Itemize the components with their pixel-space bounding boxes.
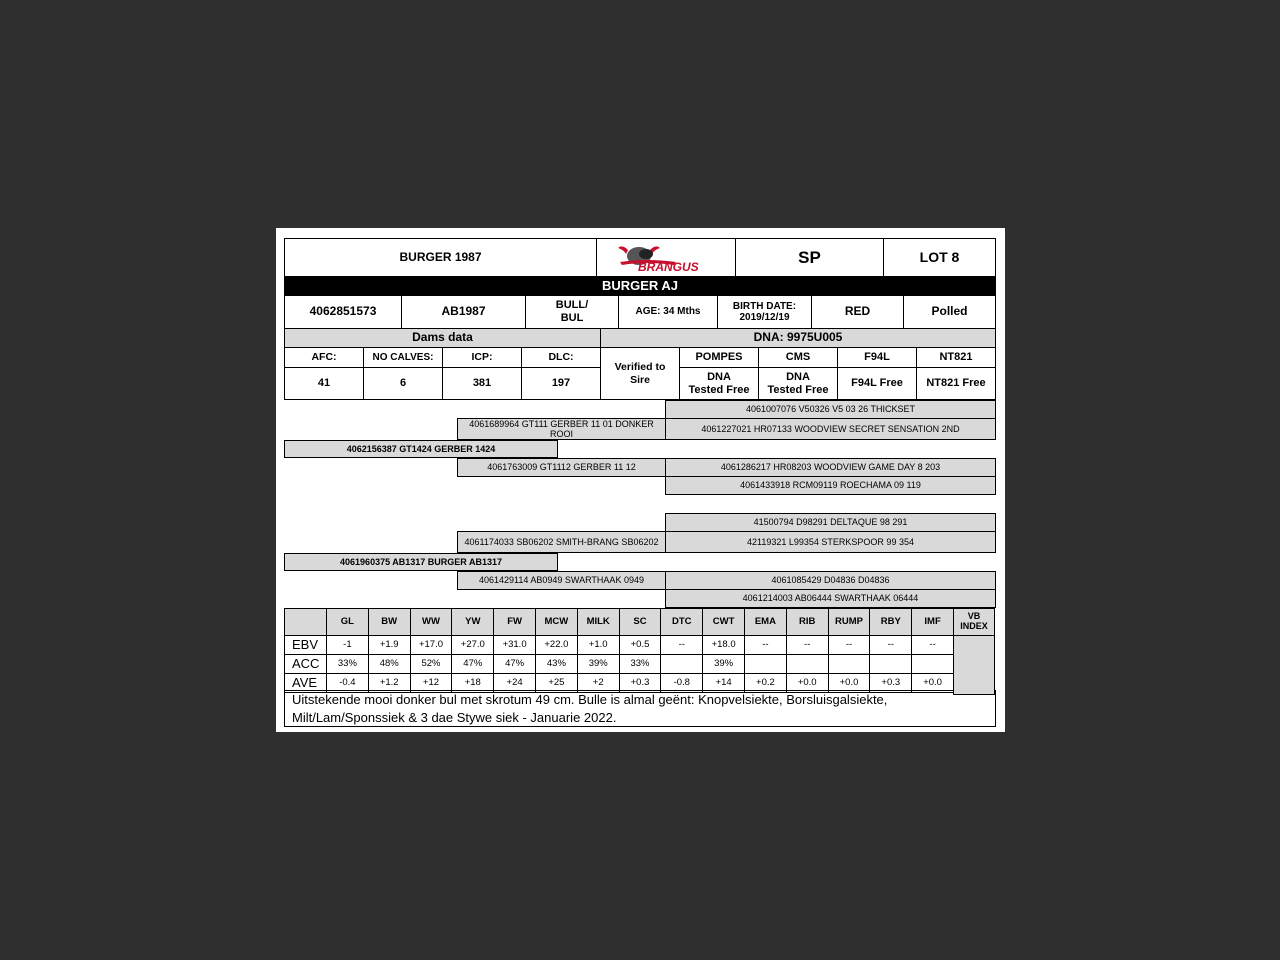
acc-value-ww: 52% <box>410 654 453 674</box>
ebv-header-ema: EMA <box>744 608 787 636</box>
ebv-header-milk: MILK <box>577 608 620 636</box>
bull-head-icon <box>616 242 716 274</box>
ebv-header-sc: SC <box>619 608 662 636</box>
pedigree-sire-dam-dam: 4061433918 RCM09119 ROECHAMA 09 119 <box>665 476 996 495</box>
row-label-acc: ACC <box>284 654 327 674</box>
ebv-value-milk: +1.0 <box>577 635 620 655</box>
ebv-header-rby: RBY <box>869 608 912 636</box>
afc-label: AFC: <box>284 347 364 368</box>
verified-line1: Verified to <box>614 361 666 374</box>
pedigree-sire-dam: 4061763009 GT1112 GERBER 11 12 <box>457 458 666 477</box>
acc-value-rby <box>869 654 912 674</box>
ebv-header-gl: GL <box>326 608 369 636</box>
ebv-value-ww: +17.0 <box>410 635 453 655</box>
acc-value-sc: 33% <box>619 654 662 674</box>
pedigree-sire-sire-dam: 4061227021 HR07133 WOODVIEW SECRET SENSATION 2ND <box>665 418 996 440</box>
registration-number: 4062851573 <box>284 295 402 329</box>
acc-value-fw: 47% <box>493 654 536 674</box>
vb-index-value <box>953 635 995 695</box>
acc-value-rump <box>828 654 871 674</box>
pedigree-dam-dam-sire: 4061085429 D04836 D04836 <box>665 571 996 590</box>
ebv-value-bw: +1.9 <box>368 635 411 655</box>
icp-value: 381 <box>442 367 522 400</box>
ebv-value-rump: -- <box>828 635 871 655</box>
ebv-header-rib: RIB <box>786 608 829 636</box>
pedigree-sire-sire-sire: 4061007076 V50326 V5 03 26 THICKSET <box>665 400 996 419</box>
ebv-header-rump: RUMP <box>828 608 871 636</box>
pedigree-dam-sire: 4061174033 SB06202 SMITH-BRANG SB06202 <box>457 531 666 553</box>
cms-label: CMS <box>758 347 838 368</box>
row-label-ebv: EBV <box>284 635 327 655</box>
ave-value-rib: +0.0 <box>786 673 829 693</box>
pedigree-dam: 4061960375 AB1317 BURGER AB1317 <box>284 553 558 571</box>
pedigree-dam-sire-dam: 42119321 L99354 STERKSPOOR 99 354 <box>665 531 996 553</box>
vb-index-line1: VB <box>967 611 981 622</box>
ave-value-gl: -0.4 <box>326 673 369 693</box>
ebv-value-dtc: -- <box>660 635 703 655</box>
sex-cell <box>525 295 619 329</box>
ebv-value-rib: -- <box>786 635 829 655</box>
verified-to-sire <box>600 347 680 400</box>
acc-value-gl: 33% <box>326 654 369 674</box>
vb-index-line2: INDEX <box>960 621 988 631</box>
birth-date-value: 2019/12/19 <box>739 312 790 323</box>
acc-value-mcw: 43% <box>535 654 578 674</box>
pedigree-dam-dam-dam: 4061214003 AB06444 SWARTHAAK 06444 <box>665 589 996 608</box>
age: AGE: 34 Mths <box>618 295 718 329</box>
acc-value-dtc <box>660 654 703 674</box>
dlc-label: DLC: <box>521 347 601 368</box>
ebv-value-sc: +0.5 <box>619 635 662 655</box>
ave-value-milk: +2 <box>577 673 620 693</box>
pedigree-dam-sire-sire: 41500794 D98291 DELTAQUE 98 291 <box>665 513 996 532</box>
pompes-label: POMPES <box>679 347 759 368</box>
acc-value-yw: 47% <box>451 654 494 674</box>
dams-data-heading: Dams data <box>284 328 601 348</box>
ebv-header-ww: WW <box>410 608 453 636</box>
breeder-name-bar: BURGER AJ <box>284 276 996 296</box>
brangus-logo <box>596 238 736 277</box>
ave-value-rby: +0.3 <box>869 673 912 693</box>
ebv-value-ema: -- <box>744 635 787 655</box>
acc-value-cwt: 39% <box>702 654 745 674</box>
acc-value-imf <box>911 654 954 674</box>
ave-value-rump: +0.0 <box>828 673 871 693</box>
dlc-value: 197 <box>521 367 601 400</box>
grade-label: SP <box>735 238 884 277</box>
ave-value-cwt: +14 <box>702 673 745 693</box>
herd-code: AB1987 <box>401 295 526 329</box>
ave-value-imf: +0.0 <box>911 673 954 693</box>
sex-line2: BUL <box>560 312 584 324</box>
ebv-corner-cell <box>284 608 327 636</box>
ave-value-mcw: +25 <box>535 673 578 693</box>
comment-text: Uitstekende mooi donker bul met skrotum 49 cm. Bulle is almal geënt: Knopvelsiekte, Borsluisgalsiekte, Milt/Lam/Sponssiek & 3 dae Stywe siek - Januarie 2022. <box>284 690 996 727</box>
pedigree-sire: 4062156387 GT1424 GERBER 1424 <box>284 440 558 458</box>
ebv-header-cwt: CWT <box>702 608 745 636</box>
ebv-header-bw: BW <box>368 608 411 636</box>
f94l-label: F94L <box>837 347 917 368</box>
verified-line2: Sire <box>630 373 650 386</box>
icp-label: ICP: <box>442 347 522 368</box>
ebv-value-rby: -- <box>869 635 912 655</box>
cms-result-line2: Tested Free <box>767 383 829 396</box>
ave-value-fw: +24 <box>493 673 536 693</box>
ave-value-sc: +0.3 <box>619 673 662 693</box>
sale-lot-card <box>276 228 1005 732</box>
acc-value-bw: 48% <box>368 654 411 674</box>
no-calves-label: NO CALVES: <box>363 347 443 368</box>
cms-result-line1: DNA <box>786 370 810 383</box>
birth-date-label: BIRTH DATE: <box>732 300 797 312</box>
pedigree-sire-dam-sire: 4061286217 HR08203 WOODVIEW GAME DAY 8 203 <box>665 458 996 477</box>
ebv-value-cwt: +18.0 <box>702 635 745 655</box>
pedigree-dam-dam: 4061429114 AB0949 SWARTHAAK 0949 <box>457 571 666 590</box>
ebv-value-fw: +31.0 <box>493 635 536 655</box>
dna-heading: DNA: 9975U005 <box>600 328 996 348</box>
ebv-value-gl: -1 <box>326 635 369 655</box>
ebv-header-mcw: MCW <box>535 608 578 636</box>
ebv-header-yw: YW <box>451 608 494 636</box>
ave-value-ema: +0.2 <box>744 673 787 693</box>
ebv-value-imf: -- <box>911 635 954 655</box>
ave-value-dtc: -0.8 <box>660 673 703 693</box>
ebv-header-fw: FW <box>493 608 536 636</box>
row-label-ave: AVE <box>284 673 327 693</box>
pompes-result <box>679 367 759 400</box>
ave-value-yw: +18 <box>451 673 494 693</box>
lot-number: LOT 8 <box>883 238 996 277</box>
logo-text: BRANGUS <box>638 259 699 274</box>
nt821-label: NT821 <box>916 347 996 368</box>
pedigree-sire-sire: 4061689964 GT111 GERBER 11 01 DONKER ROOI <box>457 418 666 440</box>
cms-result <box>758 367 838 400</box>
ebv-header-dtc: DTC <box>660 608 703 636</box>
ave-value-ww: +12 <box>410 673 453 693</box>
colour: RED <box>811 295 904 329</box>
vb-index-header <box>953 608 995 636</box>
acc-value-rib <box>786 654 829 674</box>
horn-status: Polled <box>903 295 996 329</box>
afc-value: 41 <box>284 367 364 400</box>
animal-name: BURGER 1987 <box>284 238 597 277</box>
no-calves-value: 6 <box>363 367 443 400</box>
sex-line1: BULL/ <box>555 299 589 312</box>
pompes-result-line2: Tested Free <box>688 383 750 396</box>
ebv-header-imf: IMF <box>911 608 954 636</box>
ebv-value-yw: +27.0 <box>451 635 494 655</box>
birth-date-cell <box>717 295 812 329</box>
pompes-result-line1: DNA <box>707 370 731 383</box>
acc-value-ema <box>744 654 787 674</box>
ave-value-bw: +1.2 <box>368 673 411 693</box>
f94l-result: F94L Free <box>837 367 917 400</box>
nt821-result: NT821 Free <box>916 367 996 400</box>
acc-value-milk: 39% <box>577 654 620 674</box>
ebv-value-mcw: +22.0 <box>535 635 578 655</box>
